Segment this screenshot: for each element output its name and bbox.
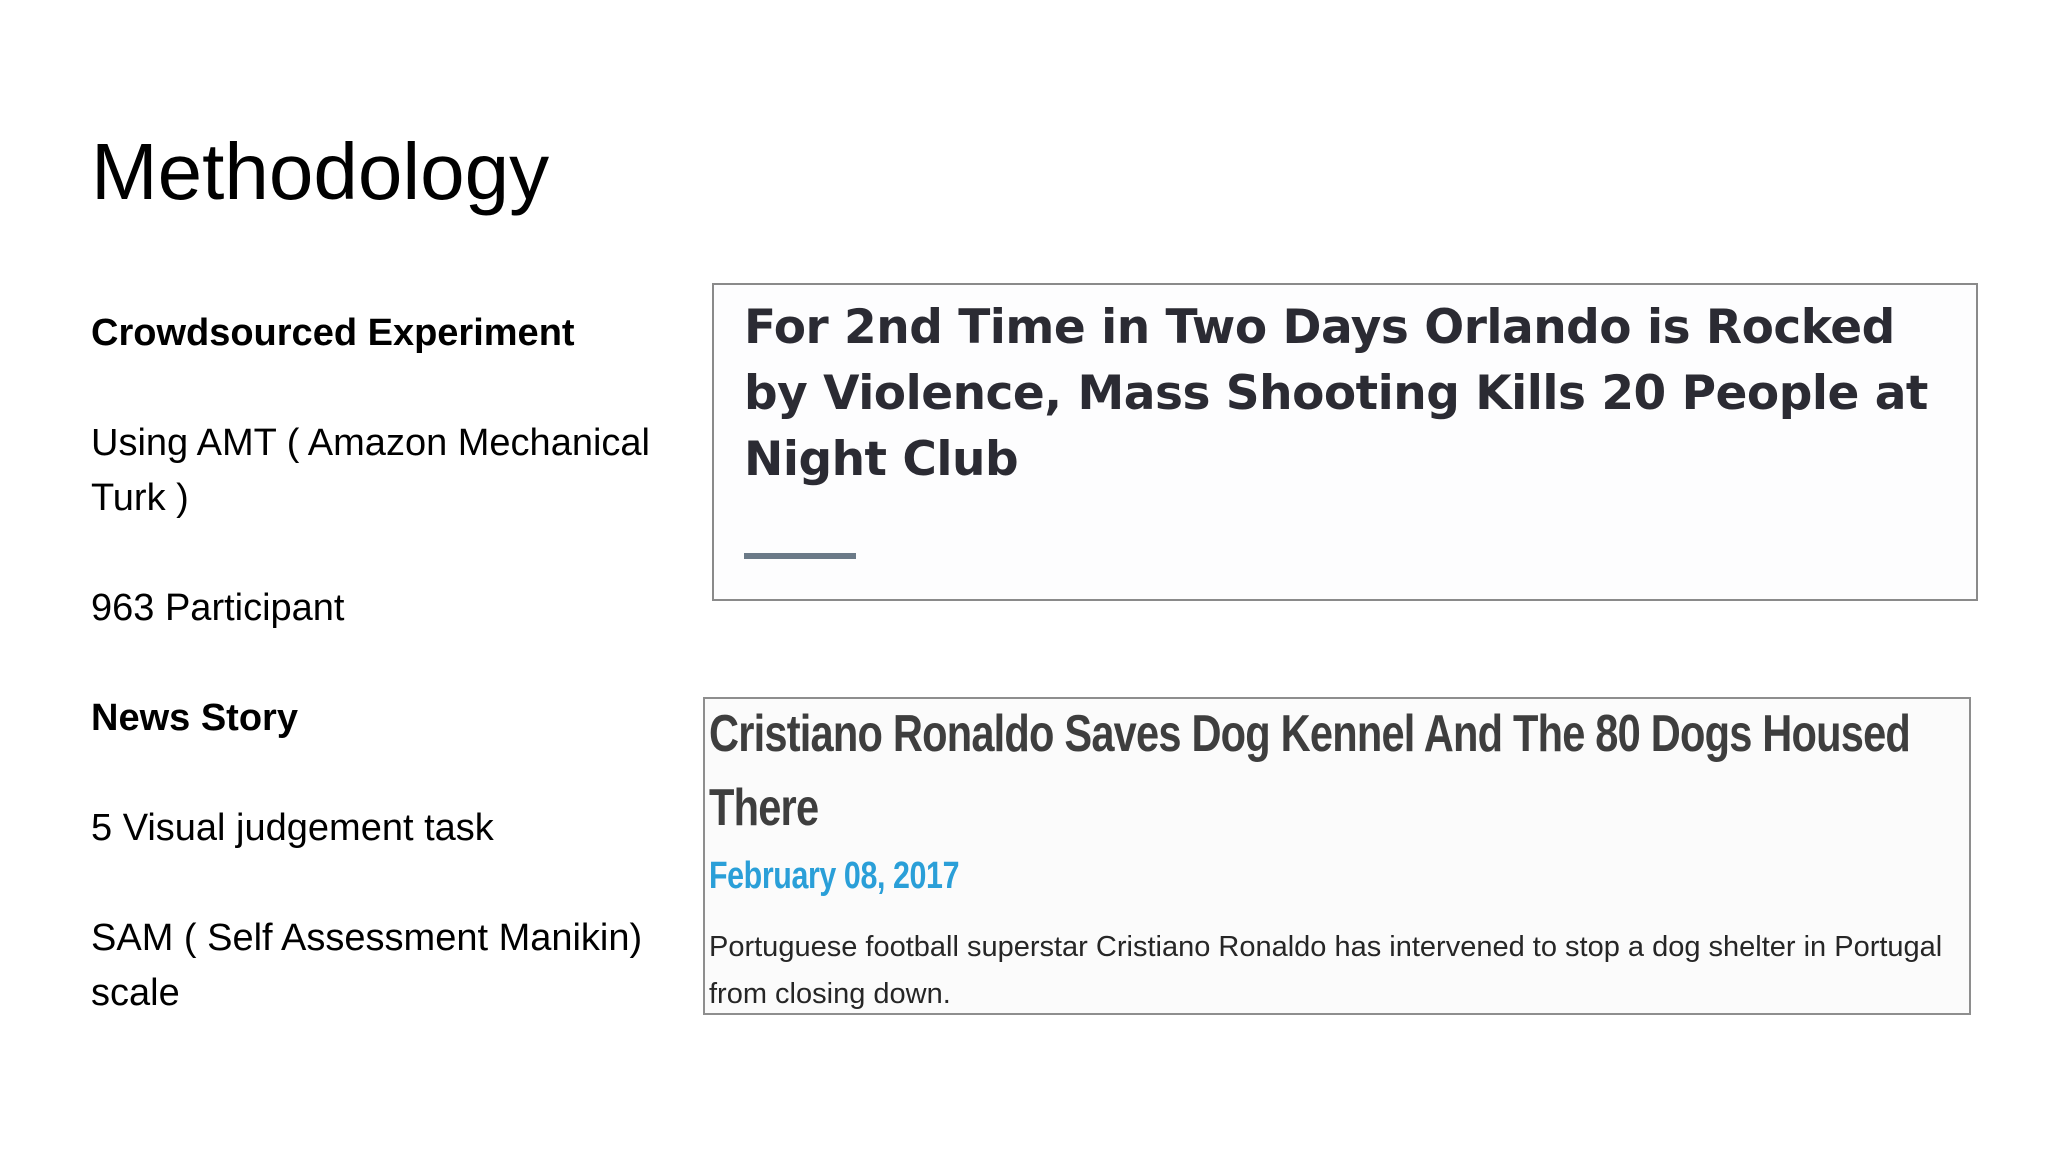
slide-title: Methodology: [91, 127, 550, 216]
headline-underline-rule: [744, 553, 856, 559]
list-item-visual-judgement: 5 Visual judgement task: [91, 807, 494, 849]
news-card-orlando: [712, 283, 1978, 601]
list-item-news-story: News Story: [91, 697, 298, 739]
list-item-crowdsourced-experiment: Crowdsourced Experiment: [91, 312, 575, 354]
list-item-participants: 963 Participant: [91, 587, 345, 629]
news-card-ronaldo-date: February 08, 2017: [709, 855, 960, 897]
news-card-ronaldo-headline: Cristiano Ronaldo Saves Dog Kennel And The 80 Dogs Housed There: [709, 705, 1911, 837]
news-card-ronaldo-summary: Portuguese football superstar Cristiano Ronaldo has intervened to stop a dog shelter in Portugal from closing down.: [709, 931, 1943, 1010]
list-item-sam-scale: SAM ( Self Assessment Manikin) scale: [91, 917, 643, 1014]
methodology-list: [91, 306, 651, 1076]
news-card-ronaldo: [703, 697, 1971, 1015]
list-item-amt: Using AMT ( Amazon Mechanical Turk ): [91, 422, 650, 519]
news-card-orlando-headline: For 2nd Time in Two Days Orlando is Rocked by Violence, Mass Shooting Kills 20 People at Night Club: [744, 300, 1928, 487]
